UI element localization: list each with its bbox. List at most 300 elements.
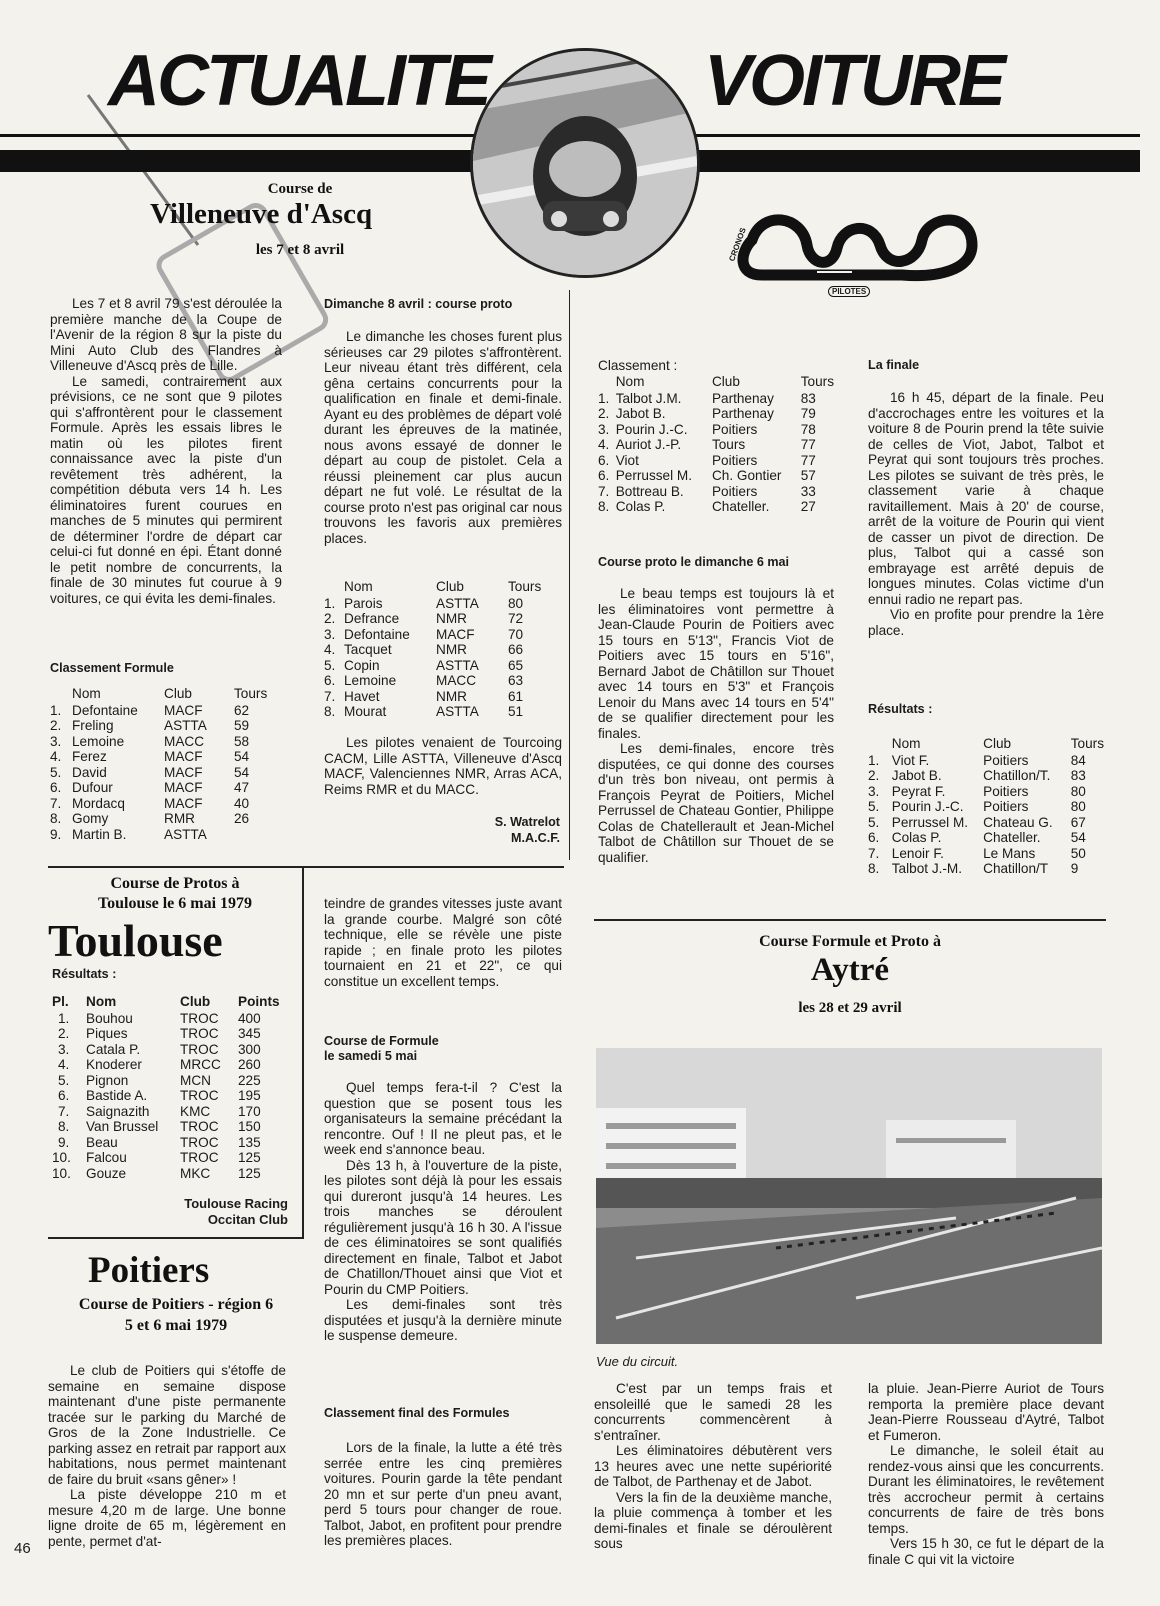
cell: MACC [436,673,477,688]
table-row [50,796,282,812]
cell: Beau [86,1134,118,1150]
table-row [868,815,1104,831]
cell: Defontaine [72,702,138,718]
cell: 7. [50,795,62,811]
cell: 125 [238,1165,261,1181]
cell: Poitiers [983,783,1029,799]
cell: 27 [800,499,816,514]
cell: 40 [234,795,250,811]
paragraph: Vers 15 h 30, ce fut le départ de la finale C qui vit la victoire [868,1536,1104,1567]
cell: 5. [58,1072,70,1088]
cell: MACF [164,702,203,718]
col3-classement-table [598,374,834,515]
cell: David [72,764,107,780]
cell: 3. [324,626,336,642]
cell: TROC [180,1134,219,1150]
cell: 2. [598,406,610,421]
table-header-row [868,736,1104,753]
poitiers-formule-heading-2: le samedi 5 mai [324,1049,418,1063]
poitiers-formule-text [324,1080,562,1344]
table-row [52,1135,288,1151]
cell: 5. [50,764,62,780]
cell: Freling [72,718,114,733]
cell: 67 [1070,814,1086,830]
table-row [50,811,282,827]
cell: 78 [800,421,816,437]
cell: 1. [58,1010,70,1026]
table-row [868,861,1104,877]
paragraph: Quel temps fera-t-il ? C'est la question que se posent tous les organisateurs la semaine précédant la rencontre. Ouf ! Il ne pleut pas, et le week end s'annonce beau. [324,1080,562,1157]
paragraph: la pluie. Jean-Pierre Auriot de Tours remporta la première place devant Jean-Pierre Rousseau d'Aytré, Talbot et Fumeron. [868,1381,1104,1443]
cell: Lemoine [72,733,125,749]
cell: 170 [238,1103,261,1119]
cell: Tours [711,437,746,452]
cell: Parthenay [711,406,774,421]
cell: TROC [180,1026,219,1041]
cell: Gouze [86,1165,127,1181]
cell: Bouhou [86,1010,133,1026]
villeneuve-pretitle: Course de [267,181,333,197]
cell: 4. [598,437,610,452]
col-header: Club [164,686,192,701]
cell [234,827,282,843]
cell: 83 [1070,768,1086,783]
cell: TROC [180,1088,219,1103]
cell: 135 [238,1134,261,1150]
cell: 6. [868,830,880,845]
cell: Ch. Gontier [711,468,782,483]
poitiers-title: Poitiers [88,1250,210,1291]
paragraph: Le beau temps est toujours là et les éliminatoires vont permettre à Jean-Claude Pourin de Poitiers avec 15 tours en 5'13", Francis Viot de Poitiers avec 15 tours en 5'16", Bernard Jabot de Châtillon sur Thouet avec 14 tours en 5'3" et François Lenoir du Mans avec 14 tours en 5'4" de se qualifier directement pour les finales. [598,586,834,741]
cell: MACF [164,764,203,780]
col-header: Nom [344,579,373,594]
cell: Piques [86,1026,128,1041]
table-row [598,406,834,422]
toulouse-box-divider [302,866,304,1238]
col4-resultats-table [868,736,1104,877]
villeneuve-signature-name: S. Watrelot [494,815,560,829]
table-row [868,784,1104,800]
header-antenna [88,95,106,100]
cell: 9 [1070,861,1079,876]
col4-resultats-heading: Résultats : [868,702,933,716]
poitiers-continued-text [324,896,562,989]
table-row [52,1073,288,1089]
col-header: Tours [508,579,542,594]
table-row [324,704,562,720]
cell: 33 [800,483,816,499]
paragraph: Dès 13 h, à l'ouverture de la piste, les pilotes sont déjà là pour les essais qui dureront jusqu'à 14 heures. Les trois manches se déroulent régulièrement jusqu'à 16 h 30. A l'issue de ces éliminatoires se sont qualifiés directement en finale, Talbot et Jabot de Chatillon/Thouet ainsi que Viot et Pourin du CMP Poitiers. [324,1157,562,1297]
col-header: Tours [800,374,834,389]
cell: 345 [238,1026,261,1041]
cell: 6. [58,1088,70,1103]
track-logo-label-left: CRONOS [727,226,748,263]
cell: 2. [324,611,336,626]
cell: MKC [180,1165,211,1181]
cell: 1. [868,752,880,768]
cell: 2. [50,718,62,733]
cell: 80 [508,595,524,611]
paragraph: Les éliminatoires débutèrent vers 13 heures avec une nette supériorité de Talbot, de Parthenay et de Jabot. [594,1443,832,1489]
cell: 50 [1070,845,1086,861]
cell: 54 [234,749,250,764]
page-number: 46 [14,1540,31,1557]
cell: MACF [436,626,475,642]
col3-proto-heading: Course proto le dimanche 6 mai [598,555,790,569]
cell: 10. [52,1165,71,1181]
cell: Saignazith [86,1103,150,1119]
cell: Parthenay [711,390,774,406]
header-right-word: VOITURE [704,41,1004,121]
villeneuve-signature-club: M.A.C.F. [511,831,560,845]
cell: 83 [800,390,816,406]
cell: 8. [598,499,610,514]
header-car-photo [470,48,700,278]
villeneuve-proto-table [324,579,562,720]
toulouse-box-bottom [48,1237,304,1239]
cell: 62 [234,702,250,718]
cell: 3. [868,783,880,799]
cell: 150 [238,1119,261,1134]
cell: Perrussel M. [891,814,969,830]
table-row [324,596,562,612]
paragraph: Les demi-finales sont très disputées et jusqu'à la dernière minute le suspense demeure. [324,1297,562,1343]
toulouse-results-label: Résultats : [52,967,117,981]
table-row [868,799,1104,815]
poitiers-sub-2: 5 et 6 mai 1979 [124,1317,228,1334]
cell: Talbot J.M. [615,390,682,406]
cell: 54 [234,764,250,780]
cell: 77 [800,452,816,468]
cell: 2. [58,1026,70,1041]
cell: ASTTA [164,718,207,733]
cell: Poitiers [711,452,758,468]
cell: Knoderer [86,1057,142,1072]
table-row [598,468,834,484]
cell: Viot [615,452,639,468]
cell: 195 [238,1088,261,1103]
aytre-col-b [868,1381,1104,1567]
cell: Poitiers [711,421,758,437]
col-header: Nom [72,686,101,701]
poitiers-sub-1: Course de Poitiers - région 6 [78,1296,274,1313]
col-header: Nom [86,994,117,1009]
cell: Dufour [72,780,113,795]
villeneuve-formule-heading: Classement Formule [50,661,174,675]
toulouse-title: Toulouse [48,915,223,966]
cell: Colas P. [615,499,666,514]
cell: 3. [58,1041,70,1057]
table-row [52,1150,288,1166]
table-row [50,703,282,719]
col-header: Club [711,374,740,389]
cell: 59 [234,718,250,733]
cell: Martin B. [72,826,127,842]
paragraph: teindre de grandes vitesses juste avant la grande courbe. Malgré son côté technique, elle se révèle une piste rapide ; en finale proto les pilotes tournaient en 21 et 22", ce qui constitue un excellent temps. [324,896,562,989]
cell: Chateller. [983,830,1041,845]
col-header: Tours [1070,736,1104,751]
cell: Chateau G. [983,814,1053,830]
cell: 225 [238,1072,261,1088]
cell: 47 [234,780,250,795]
toulouse-pretitle-1: Course de Protos à [110,875,240,892]
cell: 125 [238,1150,261,1165]
cell: 72 [508,611,524,626]
poitiers-text [48,1363,286,1549]
column-divider [569,290,570,860]
cell: ASTTA [436,595,479,611]
paragraph: Les demi-finales, encore très disputées, ce qui donne des courses d'un très bon niveau, ont permis à François Peyrat de Poitiers, Michel Perrussel de Chateau Gontier, Philippe Colas de Chatellerault et Jean-Michel Talbot de Châtillon sur Thouet de se qualifier. [598,741,834,865]
cell: KMC [180,1103,211,1119]
cell: Chatillon/T [983,861,1049,876]
table-row [52,1026,288,1042]
cell: 8. [50,811,62,826]
cell: NMR [436,642,467,657]
table-row [52,1042,288,1058]
cell: Bastide A. [86,1088,148,1103]
track-logo [722,200,982,300]
cell: 80 [1070,783,1086,799]
table-row [52,1104,288,1120]
paragraph: La piste développe 210 m et mesure 4,20 m de large. Une bonne ligne droite de 65 m, légèrement en pente, permet d'at- [48,1487,286,1549]
paragraph: Les 7 et 8 avril 79 s'est déroulée la première manche de la Coupe de l'Avenir de la région 8 sur la piste du Mini Auto Club des Flandres à Villeneuve d'Ascq près de Lille. [50,296,282,373]
cell: MACF [164,795,203,811]
table-row [52,1057,288,1073]
cell: 4. [50,749,62,764]
col3-proto-text [598,586,834,865]
cell: Van Brussel [86,1119,159,1134]
villeneuve-dimanche-text [324,329,562,546]
cell: 7. [598,483,610,499]
table-row [868,830,1104,846]
poitiers-formule-heading-1: Course de Formule [324,1034,439,1048]
cell: 4. [324,642,336,657]
paragraph: Les pilotes venaient de Tourcoing CACM, Lille ASTTA, Villeneuve d'Ascq MACF, Valenciennes NMR, Arras ACA, Reims RMR et du MACC. [324,735,562,797]
cell: 4. [58,1057,70,1072]
table-row [52,1088,288,1104]
cell: 63 [508,673,524,688]
cell: Gomy [72,811,109,826]
cell: Pignon [86,1072,129,1088]
cell: 54 [1070,830,1086,845]
cell: MRCC [180,1057,221,1072]
aytre-col-a [594,1381,832,1552]
cell: 77 [800,437,816,452]
cell: MCN [180,1072,211,1088]
cell: MACF [164,780,203,795]
cell: Bottreau B. [615,483,684,499]
cell: 5. [868,799,880,814]
table-row [598,484,834,500]
cell: 58 [234,733,250,749]
cell: 3. [598,421,610,437]
paragraph: Lors de la finale, la lutte a été très serrée entre les cinq premières voitures. Pourin garde la tête pendant 20 mn et sur perte d'un pneu avant, perd 5 tours pour changer de roue. Talbot, Jabot, en profitent pour prendre les premières places. [324,1440,562,1548]
paragraph: Vers la fin de la deuxième manche, la pluie commença à tomber et les demi-finales et finale se déroulèrent sous [594,1489,832,1551]
cell: Poitiers [983,799,1029,814]
cell: Auriot J.-P. [615,437,682,452]
table-row [50,765,282,781]
cell: 6. [598,468,610,483]
cell: NMR [436,611,467,626]
villeneuve-text [50,296,282,606]
col-header: Tours [234,686,268,701]
cell: 8. [324,704,336,719]
cell: Chatillon/T. [983,768,1051,783]
table-row [598,499,834,515]
col-header: Club [180,994,211,1009]
cell: Defrance [344,611,400,626]
cell: Lenoir F. [891,845,944,861]
toulouse-club-line-1: Toulouse Racing [184,1196,288,1211]
table-row [868,768,1104,784]
poitiers-final-text [324,1440,562,1549]
cell: 57 [800,468,816,483]
paragraph: Le club de Poitiers qui s'étoffe de semaine en semaine dispose maintenant d'une piste permanente tracée sur le parking du Marché de Gros de la Zone Industrielle. Ce parking assez en retrait par rapport aux habitations, nous permet maintenant de faire du bruit «sans gêner» ! [48,1363,286,1487]
villeneuve-title: Villeneuve d'Ascq [150,198,373,230]
cell: 2. [868,768,880,783]
cell: MACC [164,733,205,749]
toulouse-club-line-2: Occitan Club [207,1212,288,1227]
header-left-word: ACTUALITE [108,41,489,121]
cell: Viot F. [891,752,930,768]
cell: Chateller. [711,499,770,514]
table-row [324,611,562,627]
table-header-row [52,994,288,1011]
toulouse-pretitle-2: Toulouse le 6 mai 1979 [97,895,253,912]
aytre-photo-caption: Vue du circuit. [596,1354,679,1369]
cell: Talbot J.-M. [891,861,963,876]
villeneuve-formule-table [50,686,282,842]
cell: Poitiers [983,752,1029,768]
cell: Mordacq [72,795,125,811]
table-row [868,753,1104,769]
aytre-circuit-photo [596,1048,1102,1344]
cell: 5. [868,814,880,830]
cell: ASTTA [164,826,207,842]
table-row [598,437,834,453]
cell: TROC [180,1041,219,1057]
col-header: Points [238,994,280,1009]
table-row [324,673,562,689]
aytre-title: Aytré [810,952,890,988]
table-row [324,658,562,674]
table-row [324,627,562,643]
cell: Colas P. [891,830,942,845]
col-header: Nom [615,374,645,389]
cell: 7. [868,845,880,861]
cell: 6. [324,673,336,688]
cell: 61 [508,688,524,704]
cell: 66 [508,642,524,657]
table-row [868,846,1104,862]
col3-classement-heading: Classement : [598,358,678,373]
cell: Defontaine [344,626,410,642]
villeneuve-dimanche-heading: Dimanche 8 avril : course proto [324,297,513,311]
cell: 5. [324,657,336,673]
cell: Catala P. [86,1041,141,1057]
col4-finale-heading: La finale [868,358,920,372]
table-row [324,642,562,658]
toulouse-table [52,994,288,1181]
cell: 1. [50,702,62,718]
col-header: Club [436,579,464,594]
table-row [52,1011,288,1027]
cell: 79 [800,406,816,421]
table-row [598,453,834,469]
table-row [50,718,282,734]
cell: 70 [508,626,524,642]
cell: Jabot B. [891,768,942,783]
col-header: Nom [891,736,921,751]
cell: 8. [58,1119,70,1134]
cell: 80 [1070,799,1086,814]
cell: 6. [50,780,62,795]
paragraph: Le samedi, contrairement aux prévisions, ce ne sont que 9 pilotes qui s'affrontèrent pour le classement Formule. Après les essais libres le matin où les pilotes firent connaissance avec la piste d'un revêtement très adhérent, la compétition débuta vers 14 h. Les éliminatoires furent courues en manches de 5 minutes qui permirent de déterminer l'ordre de départ car celui-ci fut donné en épi. Étant donné le petit nombre de concurrents, la finale de 30 minutes fut courue à 9 voitures, ce qui évita les demi-finales. [50,373,282,606]
table-row [52,1119,288,1135]
cell: 7. [324,688,336,704]
track-logo-label-bottom: PILOTES [828,286,870,297]
cell: 260 [238,1057,261,1072]
cell: TROC [180,1010,219,1026]
paragraph: C'est par un temps frais et ensoleillé que le samedi 28 les concurrents commencèrent à s'entraîner. [594,1381,832,1443]
col4-finale-text [868,390,1104,638]
table-header-row [598,374,834,391]
table-row [598,422,834,438]
col-header: Club [983,736,1012,751]
cell: Mourat [344,704,387,719]
cell: 9. [50,826,62,842]
paragraph: Vio en profite pour prendre la 1ère place. [868,607,1104,638]
cell: Ferez [72,749,107,764]
cell: MACF [164,749,203,764]
cell: NMR [436,688,467,704]
table-row [598,391,834,407]
cell: 300 [238,1041,261,1057]
cell: 9. [58,1134,70,1150]
cell: Lemoine [344,673,397,688]
table-row [324,689,562,705]
cell: Poitiers [711,483,758,499]
table-header-row [50,686,282,703]
villeneuve-closing-text [324,735,562,797]
cell: Pourin J.-C. [891,799,964,814]
section-rule [48,866,564,868]
cell: 7. [58,1103,70,1119]
cell: Peyrat F. [891,783,946,799]
table-row [52,1166,288,1182]
section-rule [594,919,1106,921]
cell: 6. [598,452,610,468]
cell: Perrussel M. [615,468,692,483]
cell: Pourin J.-C. [615,421,688,437]
cell: RMR [164,811,195,826]
cell: TROC [180,1119,219,1134]
cell: ASTTA [436,657,479,673]
poitiers-final-heading: Classement final des Formules [324,1406,510,1420]
cell: 400 [238,1010,261,1026]
villeneuve-dates: les 7 et 8 avril [255,242,345,258]
cell: 8. [868,861,880,876]
cell: 1. [598,390,610,406]
cell: Le Mans [983,845,1036,861]
table-row [50,734,282,750]
cell: Parois [344,595,383,611]
aytre-dates: les 28 et 29 avril [798,1000,902,1016]
cell: Havet [344,688,380,704]
cell: Jabot B. [615,406,666,421]
cell: Falcou [86,1150,127,1165]
cell: 84 [1070,752,1086,768]
